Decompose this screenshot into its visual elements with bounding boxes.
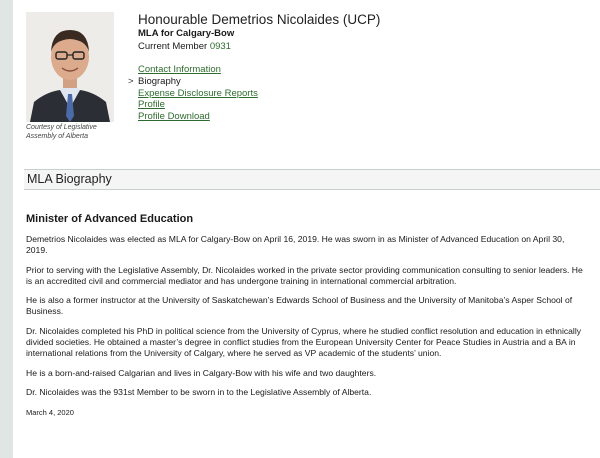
member-label: Current Member (138, 41, 208, 52)
nav-item-expense-disclosure[interactable] (128, 88, 258, 100)
mla-name: Honourable Demetrios Nicolaides (UCP) (138, 12, 381, 27)
nav-link-expense-disclosure[interactable]: Expense Disclosure Reports (138, 87, 258, 99)
nav-item-profile-download[interactable] (128, 111, 258, 123)
nav-item-profile[interactable] (128, 99, 258, 111)
section-header-band (24, 169, 600, 190)
biography-content (26, 212, 586, 418)
photo-caption: Courtesy of Legislative Assembly of Alberta (26, 124, 97, 140)
member-status (138, 40, 380, 53)
mla-riding: MLA for Calgary-Bow (138, 28, 235, 39)
nav-item-biography (128, 76, 258, 88)
section-title: MLA Biography (27, 172, 112, 186)
nav-link-contact-information[interactable]: Contact Information (138, 64, 221, 75)
bio-paragraph-2: Prior to serving with the Legislative Assembly, Dr. Nicolaides worked in the private sector providing communication consulting to senior leaders. He is an accredited civil and commercial mediator and has undergone training in international commercial arbitration. (26, 264, 583, 286)
nav-current-biography: Biography (138, 75, 181, 87)
biography-heading: Minister of Advanced Education (26, 213, 194, 225)
biography-date: March 4, 2020 (26, 408, 74, 418)
current-page-marker: > (128, 75, 134, 87)
nav-item-contact-information[interactable] (128, 64, 258, 76)
profile-nav (128, 64, 258, 123)
bio-paragraph-3: He is also a former instructor at the University of Saskatchewan’s Edwards School of Business and the University of Manitoba’s Asper School of Business. (26, 295, 573, 317)
nav-link-profile[interactable]: Profile (138, 99, 165, 111)
bio-paragraph-4: Dr. Nicolaides completed his PhD in political science from the University of Cyprus, where he studied conflict resolution and education in ethnically divided societies. He obtained a master’s degree in conflict studies from the European University Center for Peace Studies in Austria and a BA in international relations from the University of Calgary, where he served as VP academic of the students’ union. (26, 325, 582, 359)
profile-header (138, 12, 380, 53)
bio-paragraph-1: Demetrios Nicolaides was elected as MLA for Calgary-Bow on April 16, 2019. He was sworn in as Minister of Advanced Education on April 30, 2019. (26, 234, 565, 256)
bio-paragraph-6: Dr. Nicolaides was the 931st Member to be sworn in to the Legislative Assembly of Alberta. (26, 386, 372, 397)
member-number: 0931 (209, 41, 231, 52)
left-margin-bar (0, 0, 13, 458)
bio-paragraph-5: He is a born-and-raised Calgarian and lives in Calgary-Bow with his wife and two daughters. (26, 367, 377, 378)
nav-link-profile-download[interactable]: Profile Download (138, 111, 210, 123)
portrait-illustration (26, 12, 114, 122)
mla-portrait-photo (26, 12, 114, 122)
